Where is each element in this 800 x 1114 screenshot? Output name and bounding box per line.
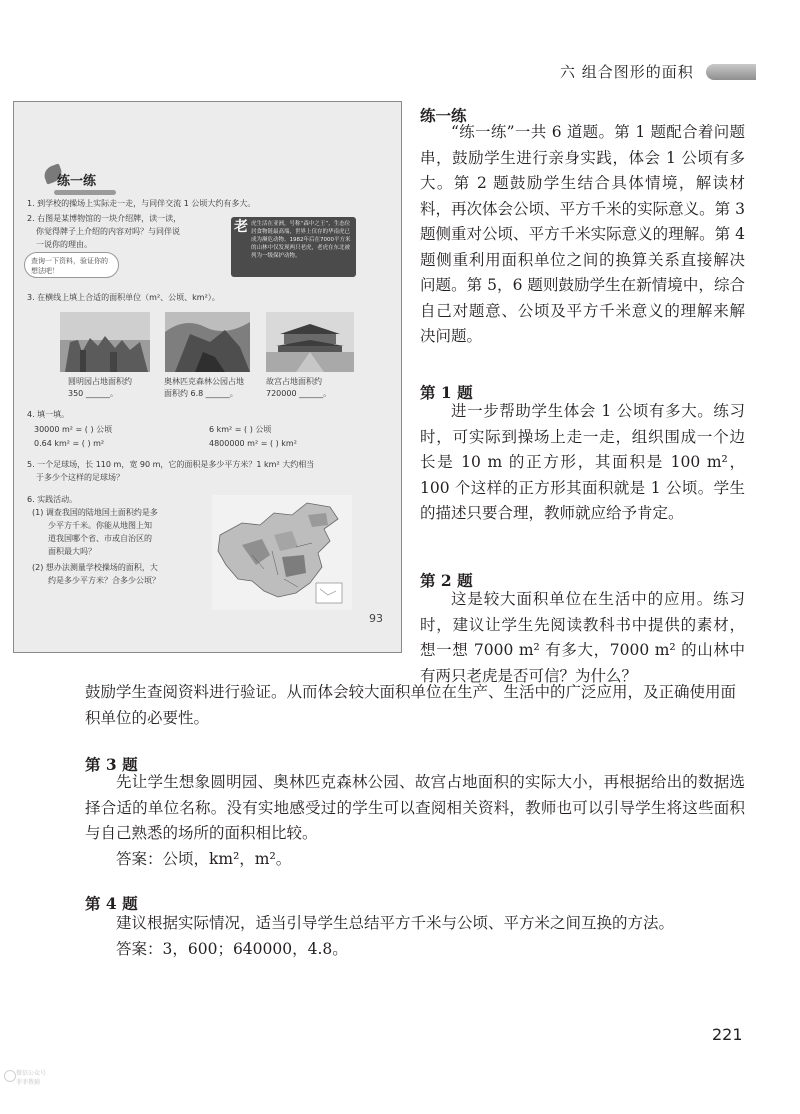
- page-number: 221: [712, 1025, 743, 1044]
- museum-sign: [231, 217, 356, 277]
- caption-3-line2: 720000 ______。: [266, 389, 332, 398]
- tb-q2-line2: 你觉得牌子上介绍的内容对吗？与同伴说: [36, 227, 180, 236]
- section-body-q3: 先让学生想象圆明园、奥林匹克森林公园、故宫占地面积的实际大小，再根据给出的数据选择合适的单位名称。没有实地感受过的学生可以查阅相关资料，教师也可以引导学生将这些面积与自己熟悉的场所的面积相比较。: [85, 773, 745, 842]
- section-body-q2-continued: 鼓励学生查阅资料进行验证。从而体会较大面积单位在生产、生活中的广泛应用，及正确使用面积单位的必要性。: [85, 683, 737, 727]
- yuanmingyuan-photo: [60, 312, 150, 372]
- chapter-title: 六 组合图形的面积: [560, 63, 694, 81]
- textbook-page-number: 93: [369, 612, 383, 625]
- section-answer-q3: 答案：公顷，km²，m²。: [116, 850, 292, 868]
- china-map-illustration: [212, 495, 352, 610]
- sign-big-char: 老: [234, 219, 248, 235]
- watermark-icon: [4, 1070, 16, 1082]
- tb-q4-d: 4800000 m² = ( ) km²: [209, 439, 297, 448]
- caption-3-line1: 故宫占地面积约: [266, 377, 322, 386]
- chapter-tab-marker: [706, 64, 756, 80]
- sign-text: 虎生活在亚洲，号称“森中之王”，生态位居食物链最高端，世界上仅存的华南虎已成为濒危动物。1982年后在7000平方米的山林中仅发现两只老虎，老虎在东北被列为一级保护动物。: [251, 221, 351, 259]
- section-body-q1: 进一步帮助学生体会 1 公顷有多大。练习时，可实际到操场上走一走，组织围成一个边长是 10 m 的正方形，其面积是 100 m²，100 个这样的正方形其面积就是 1 公顷。学生的描述只要合理，教师就应给予肯定。: [420, 402, 745, 522]
- tb-q2-line1: 2. 右图是某博物馆的一块介绍牌，读一读，: [27, 214, 182, 223]
- olympic-forest-park-photo: [165, 312, 250, 372]
- section-head-q4: 第 4 题: [85, 894, 138, 913]
- watermark-line2: 菲菲教辅: [16, 1079, 41, 1086]
- tb-q1: 1. 到学校的操场上实际走一走，与同伴交流 1 公顷大约有多大。: [27, 199, 256, 208]
- speech-bubble: 查询一下资料，验证你的想法吧！: [24, 252, 119, 278]
- tb-q3: 3. 在横线上填上合适的面积单位（m²、公顷、km²）。: [27, 293, 220, 302]
- watermark: [16, 1069, 46, 1087]
- section-body-q4: 建议根据实际情况，适当引导学生总结平方千米与公顷、平方米之间互换的方法。: [116, 914, 675, 932]
- section-head-lianyilian: 练一练: [420, 106, 467, 125]
- section-head-q3: 第 3 题: [85, 755, 138, 774]
- textbook-page-image: [13, 101, 402, 653]
- textbook-heading: 练一练: [57, 174, 97, 189]
- caption-1-line1: 圆明园占地面积约: [68, 377, 132, 386]
- section-body-lianyilian: “练一练”一共 6 道题。第 1 题配合着问题串，鼓励学生进行亲身实践，体会 1 公顷有多大。第 2 题鼓励学生结合具体情境，解读材料，再次体会公顷、平方千米的实际意义。第 3 题侧重对公顷、平方千米实际意义的理解。第 4 题侧重利用面积单位之间的换算关系直接解决问题。第 5，6 题则鼓励学生在新情境中，综合自己对题意、公顷及平方千米意义的理解来解决问题。: [420, 123, 745, 345]
- tb-q6-1-line4: 面积最大吗？: [48, 547, 96, 556]
- tb-q2-line3: 一说你的理由。: [36, 240, 92, 249]
- tb-q6-2-line2: 约是多少平方米？合多少公顷？: [48, 576, 160, 585]
- tb-q6-1-line1: (1) 调查我国的陆地国土面积约是多: [32, 508, 158, 517]
- tb-q6-1-line3: 道我国哪个省、市或自治区的: [48, 534, 152, 543]
- caption-2-line1: 奥林匹克森林公园占地: [164, 377, 244, 386]
- section-head-q1: 第 1 题: [420, 383, 473, 402]
- tb-q4-c: 0.64 km² = ( ) m²: [34, 439, 105, 448]
- tb-q4-a: 30000 m² = ( ) 公顷: [34, 425, 113, 434]
- tb-q6-2-line1: (2) 想办法测量学校操场的面积，大: [32, 563, 158, 572]
- tb-q4-b: 6 km² = ( ) 公顷: [209, 425, 272, 434]
- tb-q6: 6. 实践活动。: [27, 495, 78, 504]
- caption-2-line2: 面积约 6.8 ______。: [164, 389, 238, 398]
- heading-underline: [54, 190, 116, 195]
- section-answer-q4: 答案：3，600；640000，4.8。: [116, 940, 348, 958]
- tb-q5-line1: 5. 一个足球场，长 110 m，宽 90 m，它的面积是多少平方米？1 km² 大约相当: [27, 460, 315, 469]
- tb-q6-1-line2: 少平方千米。你能从地图上知: [48, 521, 152, 530]
- tb-q5-line2: 于多少个这样的足球场？: [36, 473, 124, 482]
- section-body-q2: 这是较大面积单位在生活中的应用。练习时，建议让学生先阅读教科书中提供的素材，想一想 7000 m² 有多大，7000 m² 的山林中有两只老虎是否可信？为什么？: [420, 590, 745, 685]
- forbidden-city-photo: [266, 312, 354, 372]
- section-head-q2: 第 2 题: [420, 571, 473, 590]
- caption-1-line2: 350 ______。: [68, 389, 118, 398]
- tb-q4: 4. 填一填。: [27, 410, 70, 419]
- watermark-line1: 微信公众号: [16, 1070, 47, 1077]
